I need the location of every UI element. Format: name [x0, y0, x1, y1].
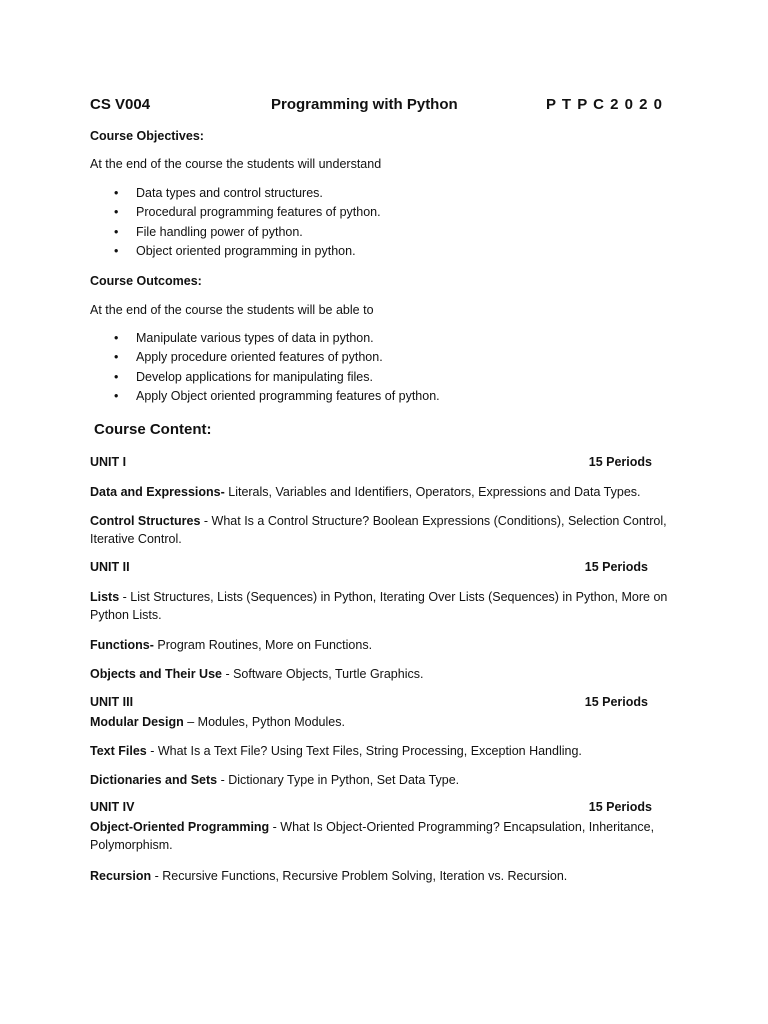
topic-text: - Software Objects, Turtle Graphics. — [221, 667, 424, 681]
outcomes-intro: At the end of the course the students will be able to — [90, 303, 374, 317]
topic-title: Data and Expressions- — [90, 485, 225, 499]
topic-text: - What Is a Text File? Using Text Files, String Processing, Exception Handling. — [146, 744, 582, 758]
topic-title: Object-Oriented Programming — [90, 820, 270, 834]
topic — [90, 818, 670, 854]
topic — [90, 588, 670, 624]
topic-text: Program Routines, More on Functions. — [153, 638, 373, 652]
unit-label: UNIT I — [90, 455, 127, 469]
course-ptpc: P T P C 2 0 2 0 — [546, 96, 664, 113]
topic — [90, 867, 670, 885]
unit-heading — [90, 800, 652, 814]
topic-text: Literals, Variables and Identifiers, Operators, Expressions and Data Types. — [224, 485, 641, 499]
unit-label: UNIT II — [90, 560, 130, 574]
topic-title: Text Files — [90, 744, 147, 758]
topic-title: Lists — [90, 590, 120, 604]
list-item: • File handling power of python. — [114, 223, 381, 242]
unit-heading — [90, 695, 648, 709]
topic — [90, 713, 670, 731]
topic — [90, 771, 670, 789]
topic-title: Functions- — [90, 638, 154, 652]
outcomes-heading: Course Outcomes: — [90, 274, 202, 288]
unit-periods: 15 Periods — [588, 800, 652, 814]
objectives-list — [114, 184, 381, 261]
unit-heading — [90, 455, 652, 469]
unit-label: UNIT IV — [90, 800, 135, 814]
topic-text: - Dictionary Type in Python, Set Data Type. — [217, 773, 460, 787]
topic — [90, 483, 670, 501]
topic-text: - What Is Object-Oriented Programming? Encapsulation, Inheritance, Polymorphism. — [90, 820, 655, 852]
outcomes-list — [114, 329, 440, 406]
topic-title: Objects and Their Use — [90, 667, 222, 681]
list-item: • Apply Object oriented programming features of python. — [114, 387, 440, 406]
unit-periods: 15 Periods — [584, 560, 648, 574]
topic-text: - Recursive Functions, Recursive Problem Solving, Iteration vs. Recursion. — [151, 869, 568, 883]
list-item: • Develop applications for manipulating files. — [114, 368, 440, 387]
list-item: • Data types and control structures. — [114, 184, 381, 203]
topic-title: Control Structures — [90, 514, 201, 528]
topic-text: – Modules, Python Modules. — [183, 715, 345, 729]
unit-periods: 15 Periods — [588, 455, 652, 469]
list-item: • Procedural programming features of python. — [114, 203, 381, 222]
topic-title: Recursion — [90, 869, 152, 883]
objectives-heading: Course Objectives: — [90, 129, 204, 143]
list-item: • Manipulate various types of data in python. — [114, 329, 440, 348]
topic-title: Modular Design — [90, 715, 184, 729]
topic — [90, 512, 670, 548]
objectives-intro: At the end of the course the students will understand — [90, 157, 382, 171]
topic — [90, 636, 670, 654]
list-item: • Object oriented programming in python. — [114, 242, 381, 261]
unit-heading — [90, 560, 648, 574]
topic-text: - List Structures, Lists (Sequences) in Python, Iterating Over Lists (Sequences) in Python, More on Python Lists. — [90, 590, 668, 622]
topic-text: - What Is a Control Structure? Boolean Expressions (Conditions), Selection Control, Iterative Control. — [90, 514, 667, 546]
topic-title: Dictionaries and Sets — [90, 773, 218, 787]
list-item: • Apply procedure oriented features of python. — [114, 348, 440, 367]
topic — [90, 742, 670, 760]
content-heading: Course Content: — [94, 421, 212, 438]
topic — [90, 665, 670, 683]
course-code: CS V004 — [90, 96, 151, 113]
unit-periods: 15 Periods — [584, 695, 648, 709]
unit-label: UNIT III — [90, 695, 134, 709]
course-title: Programming with Python — [271, 96, 458, 113]
